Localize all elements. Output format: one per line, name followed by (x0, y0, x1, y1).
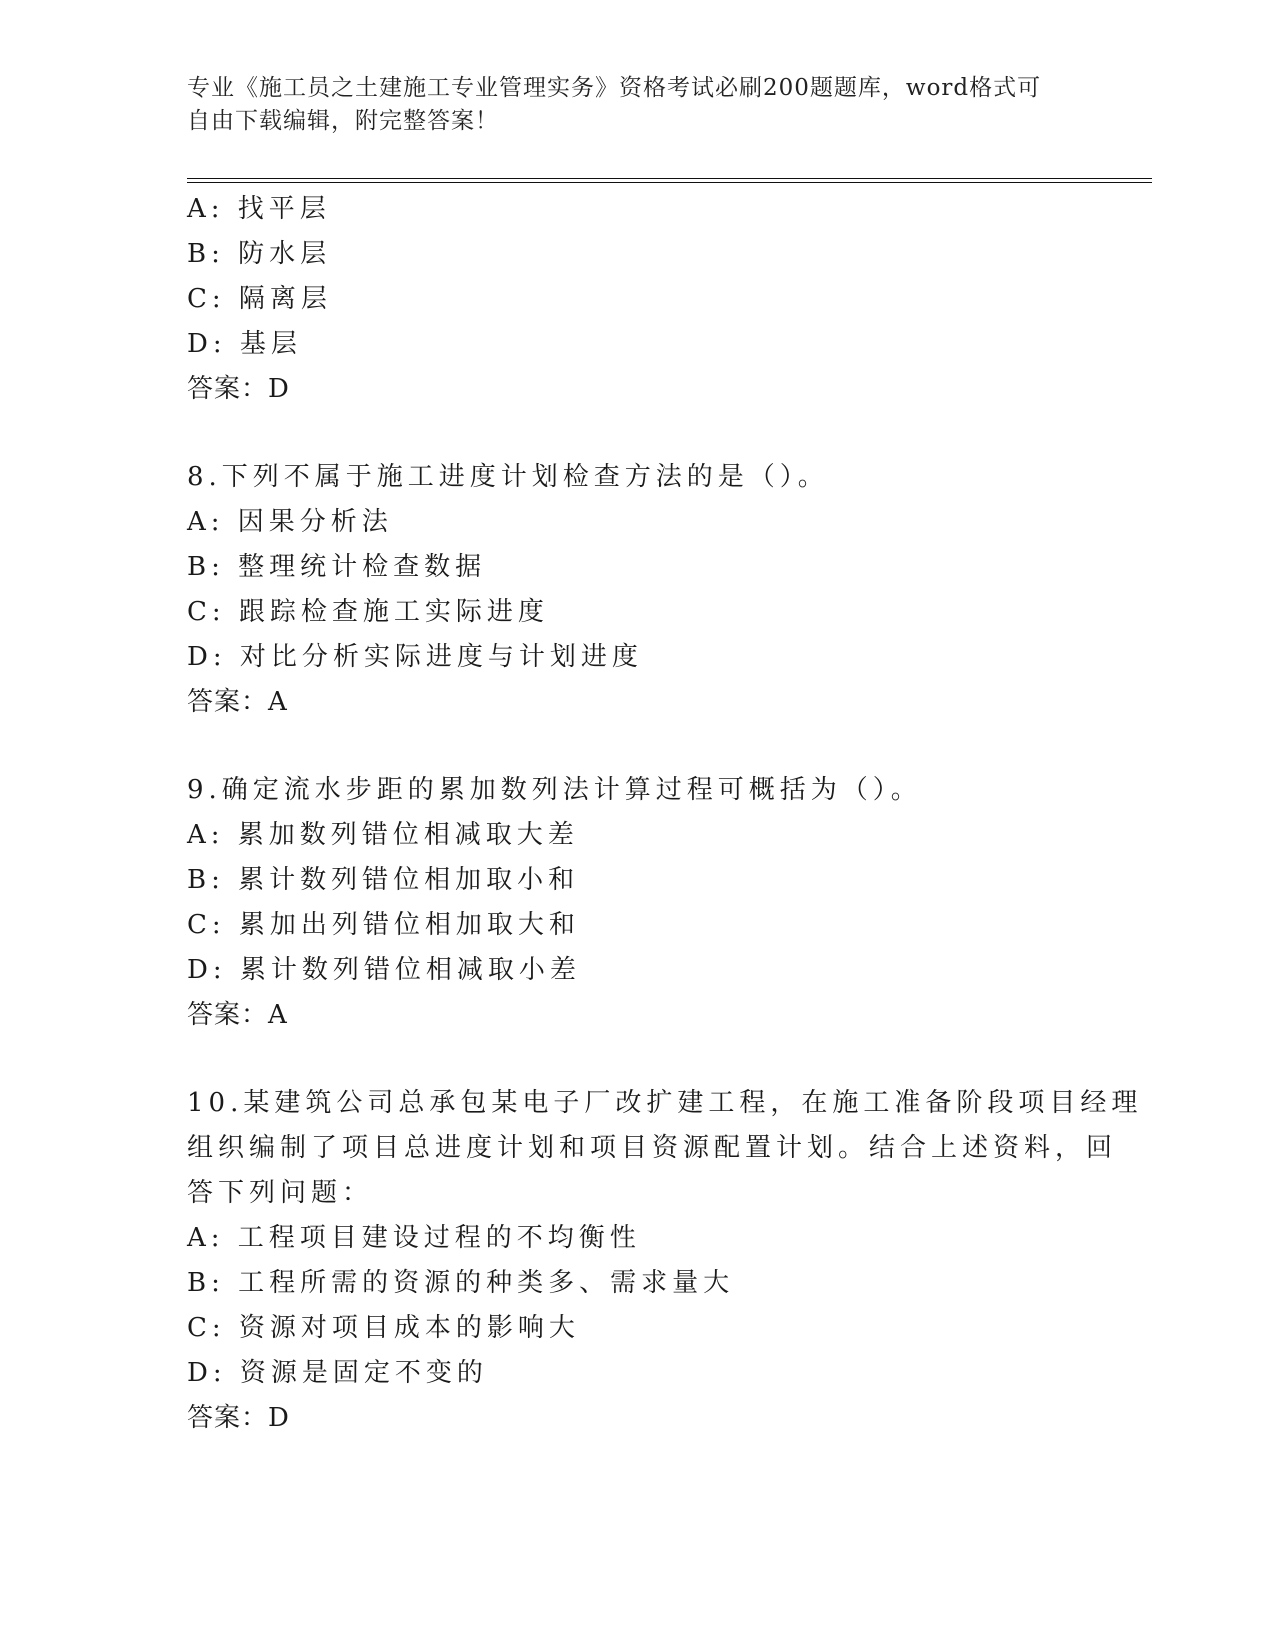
q10-stem-line-3: 答下列问题： (187, 1178, 374, 1208)
q10-option-a: A: 工程项目建设过程的不均衡性 (187, 1223, 641, 1253)
q8-answer: 答案：A (187, 687, 288, 717)
q8-option-a: A: 因果分析法 (187, 507, 393, 537)
document-page (187, 0, 1147, 1650)
q8-option-c: C: 跟踪检查施工实际进度 (187, 597, 549, 627)
header-line-2: 自由下载编辑，附完整答案！ (187, 108, 499, 134)
q9-answer: 答案：A (187, 1000, 288, 1030)
q10-stem-line-1: 10.某建筑公司总承包某电子厂改扩建工程，在施工准备阶段项目经理 (187, 1088, 1143, 1118)
header-line-1: 专业《施工员之土建施工专业管理实务》资格考试必刷200题题库，word格式可 (187, 75, 1042, 101)
q9-option-b: B: 累计数列错位相加取小和 (187, 865, 580, 895)
q9-option-a: A: 累加数列错位相减取大差 (187, 820, 579, 850)
q8-option-b: B: 整理统计检查数据 (187, 552, 487, 582)
q7-option-d: D: 基层 (187, 329, 302, 359)
header-divider-second (187, 182, 1152, 183)
q7-option-c: C: 隔离层 (187, 284, 332, 314)
q10-option-c: C: 资源对项目成本的影响大 (187, 1313, 580, 1343)
q10-option-b: B: 工程所需的资源的种类多、需求量大 (187, 1268, 735, 1298)
q8-stem: 8.下列不属于施工进度计划检查方法的是（）。 (187, 462, 829, 492)
q10-answer: 答案：D (187, 1403, 290, 1433)
q8-option-d: D: 对比分析实际进度与计划进度 (187, 642, 643, 672)
q7-answer: 答案：D (187, 374, 290, 404)
q9-option-c: C: 累加出列错位相加取大和 (187, 910, 580, 940)
q7-option-b: B: 防水层 (187, 239, 332, 269)
q9-option-d: D: 累计数列错位相减取小差 (187, 955, 581, 985)
header-divider (187, 178, 1152, 179)
q10-stem-line-2: 组织编制了项目总进度计划和项目资源配置计划。结合上述资料，回 (187, 1133, 1118, 1163)
q10-option-d: D: 资源是固定不变的 (187, 1358, 488, 1388)
q7-option-a: A: 找平层 (187, 194, 331, 224)
document-header (187, 72, 1047, 138)
q9-stem: 9.确定流水步距的累加数列法计算过程可概括为（）。 (187, 775, 922, 805)
